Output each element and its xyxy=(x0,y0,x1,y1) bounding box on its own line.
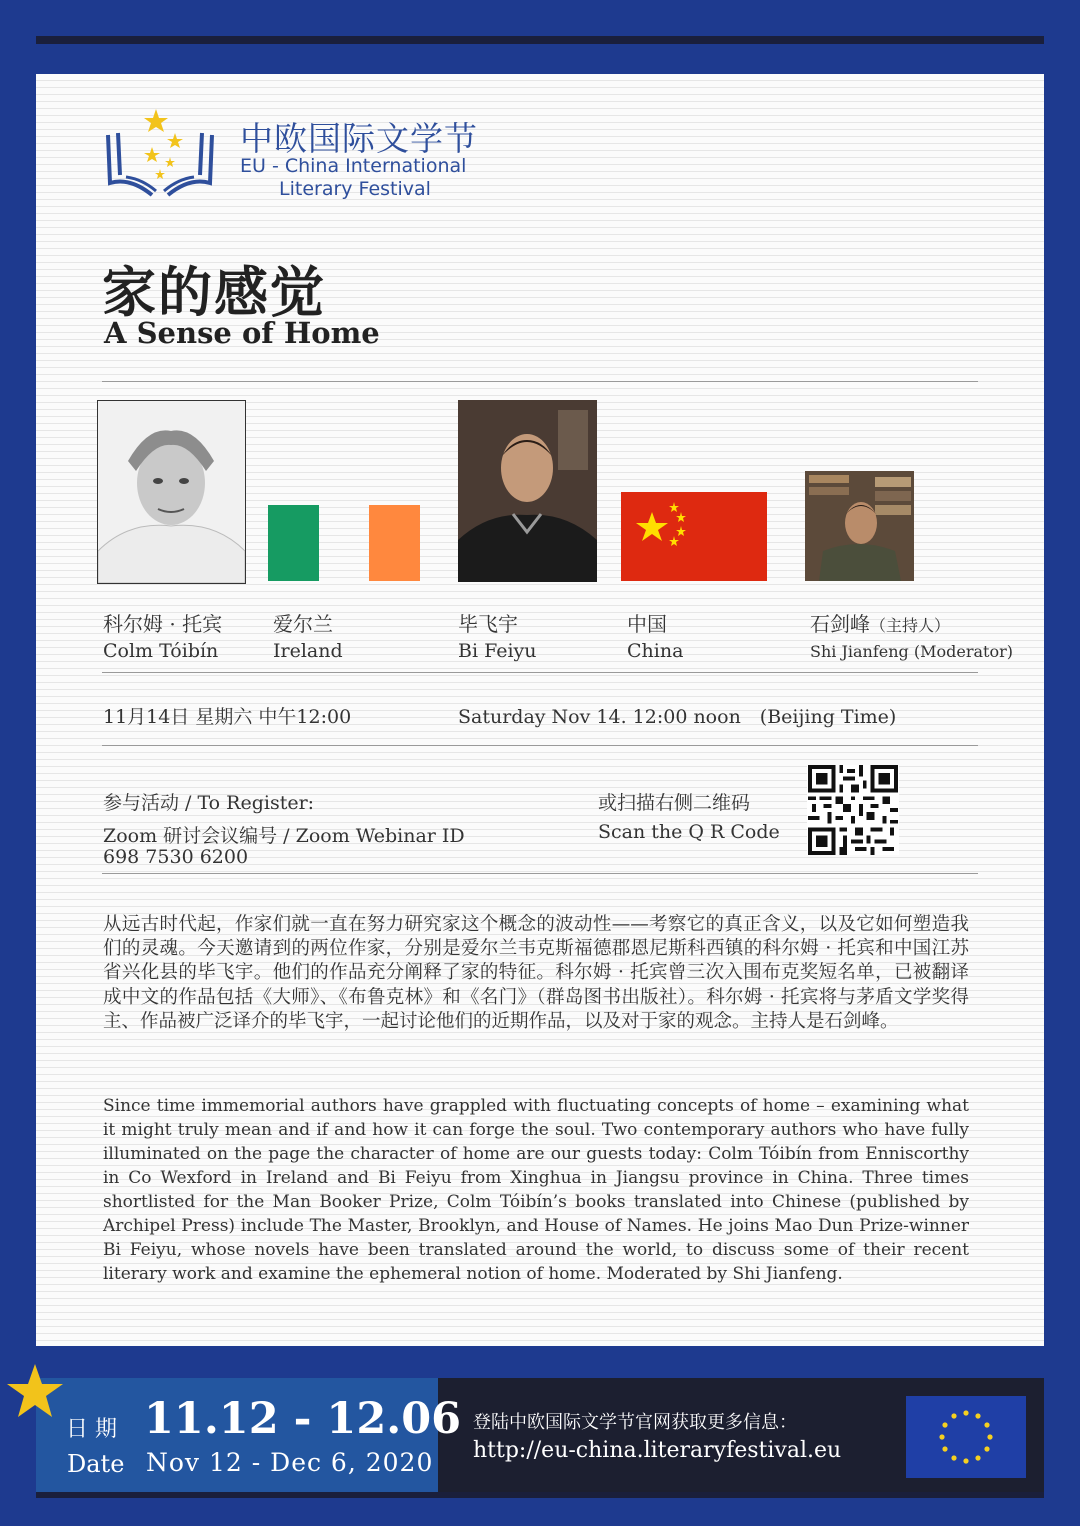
moderator-name-cn xyxy=(810,608,950,637)
participant-1-name-cn: 科尔姆 · 托宾 xyxy=(103,612,223,636)
website-label: 登陆中欧国际文学节官网获取更多信息： xyxy=(473,1412,797,1433)
festival-date-range-en: Nov 12 - Dec 6, 2020 xyxy=(146,1448,434,1477)
divider xyxy=(102,381,978,382)
festival-date-range: 11.12 - 12.06 xyxy=(144,1394,462,1444)
divider xyxy=(102,745,978,746)
country-1-name-cn: 爱尔兰 xyxy=(273,612,333,636)
footer-date-label-cn: 日 期 xyxy=(66,1417,117,1442)
participant-1-name-en: Colm Tóibín xyxy=(103,640,219,662)
event-time-en: Saturday Nov 14. 12:00 noon (Beijing Time) xyxy=(458,706,897,728)
register-label: 参与活动 / To Register: xyxy=(103,792,315,814)
festival-name-en-line2: Literary Festival xyxy=(279,178,431,200)
festival-name-cn: 中欧国际文学节 xyxy=(240,119,478,158)
event-title-en: A Sense of Home xyxy=(104,316,380,350)
festival-name-en: EU - China International xyxy=(240,155,467,177)
scan-qr-label-cn: 或扫描右侧二维码 xyxy=(598,792,751,814)
country-1-name-en: Ireland xyxy=(273,640,343,662)
zoom-webinar-id[interactable]: 698 7530 6200 xyxy=(103,846,249,868)
description-cn: 从远古时代起，作家们就一直在努力研究家这个概念的波动性——考察它的真正含义，以及它如何塑造我们的灵魂。今天邀请到的两位作家，分别是爱尔兰韦克斯福德郡恩尼斯科西镇的科尔姆 · 托宾和中国江苏省兴化县的毕飞宇。他们的作品充分阐释了家的特征。科尔姆 · 托宾曾三次入围布克奖短名单，已被翻译成中文的作品包括《大师》、《布鲁克林》和《名门》（群岛图书出版社）。科尔姆 · 托宾将与茅盾文学奖得主、作品被广泛译介的毕飞宇，一起讨论他们的近期作品，以及对于家的观念。主持人是石剑峰。 xyxy=(103,914,969,1032)
country-2-name-cn: 中国 xyxy=(627,612,667,636)
qr-code[interactable] xyxy=(807,765,899,855)
ireland-flag-green xyxy=(268,505,319,581)
ireland-flag xyxy=(268,505,420,581)
colm-toibin-photo xyxy=(97,400,246,584)
participant-2-name-cn: 毕飞宇 xyxy=(458,612,518,636)
shi-jianfeng-photo xyxy=(805,471,914,581)
bi-feiyu-photo xyxy=(458,400,597,582)
book-stars-icon xyxy=(100,105,220,201)
description-en: Since time immemorial authors have grappled with fluctuating concepts of home – examining what it might truly mean and if and how it can forge the soul. Two contemporary authors who have fully illuminated on the page the character of home are our guests today: Colm Tóibín from Enniscorthy in Co Wexford in Ireland and Bi Feiyu from Xinghua in Jiangsu province in China. Three times shortlisted for the Man Booker Prize, Colm Tóibín’s books translated into Chinese (published by Archipel Press) include The Master, Brooklyn, and House of Names. He joins Mao Dun Prize-winner Bi Feiyu, whose novels have been translated around the world, to discuss some of their recent literary work and examine the ephemeral notion of home. Moderated by Shi Jianfeng. xyxy=(103,1096,969,1284)
footer-bar xyxy=(36,1378,1044,1492)
divider xyxy=(102,873,978,874)
website-link[interactable]: http://eu-china.literaryfestival.eu xyxy=(473,1438,842,1463)
country-2-name-en: China xyxy=(627,640,684,662)
event-time-cn: 11月14日 星期六 中午12:00 xyxy=(103,706,352,728)
china-flag xyxy=(621,492,767,581)
moderator-role: （主持人） xyxy=(870,616,951,635)
eu-flag xyxy=(906,1396,1026,1478)
gold-star-icon xyxy=(5,1362,65,1422)
frame-top-bar xyxy=(36,36,1044,44)
festival-logo xyxy=(100,105,480,205)
event-title-cn: 家的感觉 xyxy=(102,260,326,324)
divider xyxy=(102,672,978,673)
footer-date-label-en: Date xyxy=(67,1450,125,1478)
moderator-name-en: Shi Jianfeng (Moderator) xyxy=(810,642,1013,661)
scan-qr-label-en: Scan the Q R Code xyxy=(598,821,780,843)
moderator-name: 石剑峰 xyxy=(810,612,870,636)
ireland-flag-orange xyxy=(369,505,420,581)
zoom-webinar-label: Zoom 研讨会议编号 / Zoom Webinar ID xyxy=(103,825,465,847)
participant-2-name-en: Bi Feiyu xyxy=(458,640,537,662)
